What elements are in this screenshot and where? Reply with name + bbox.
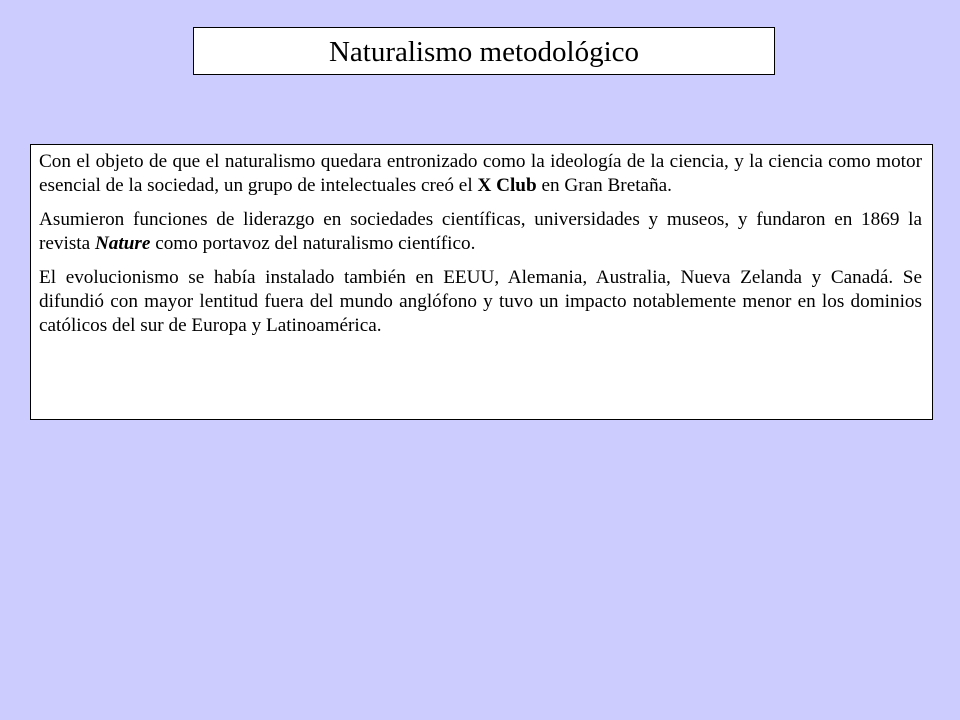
nature-emphasis: Nature <box>94 233 151 254</box>
content-box <box>30 144 933 420</box>
slide-title: Naturalismo metodológico <box>328 35 640 68</box>
x-club-emphasis: X Club <box>477 175 537 196</box>
paragraph-nature <box>39 208 922 256</box>
paragraph-1-text-before: Con el objeto de que el naturalismo quedara entronizado como la ideología de la ciencia, y la ciencia como motor esencial de la sociedad, un grupo de intelectuales creó el <box>39 151 922 196</box>
paragraph-1-text-after: en Gran Bretaña. <box>536 175 672 196</box>
paragraph-evolucionismo: El evolucionismo se había instalado también en EEUU, Alemania, Australia, Nueva Zelanda y Canadá. Se difundió con mayor lentitud fuera del mundo anglófono y tuvo un impacto notablemente menor en los dominios católicos del sur de Europa y Latinoamérica. <box>39 267 922 336</box>
paragraph-2-text-after: como portavoz del naturalismo científico. <box>150 233 476 254</box>
paragraph-2-text-before: Asumieron funciones de liderazgo en sociedades científicas, universidades y museos, y fundaron en 1869 la revista <box>39 209 922 254</box>
paragraph-x-club <box>39 150 922 198</box>
title-box <box>193 27 775 75</box>
